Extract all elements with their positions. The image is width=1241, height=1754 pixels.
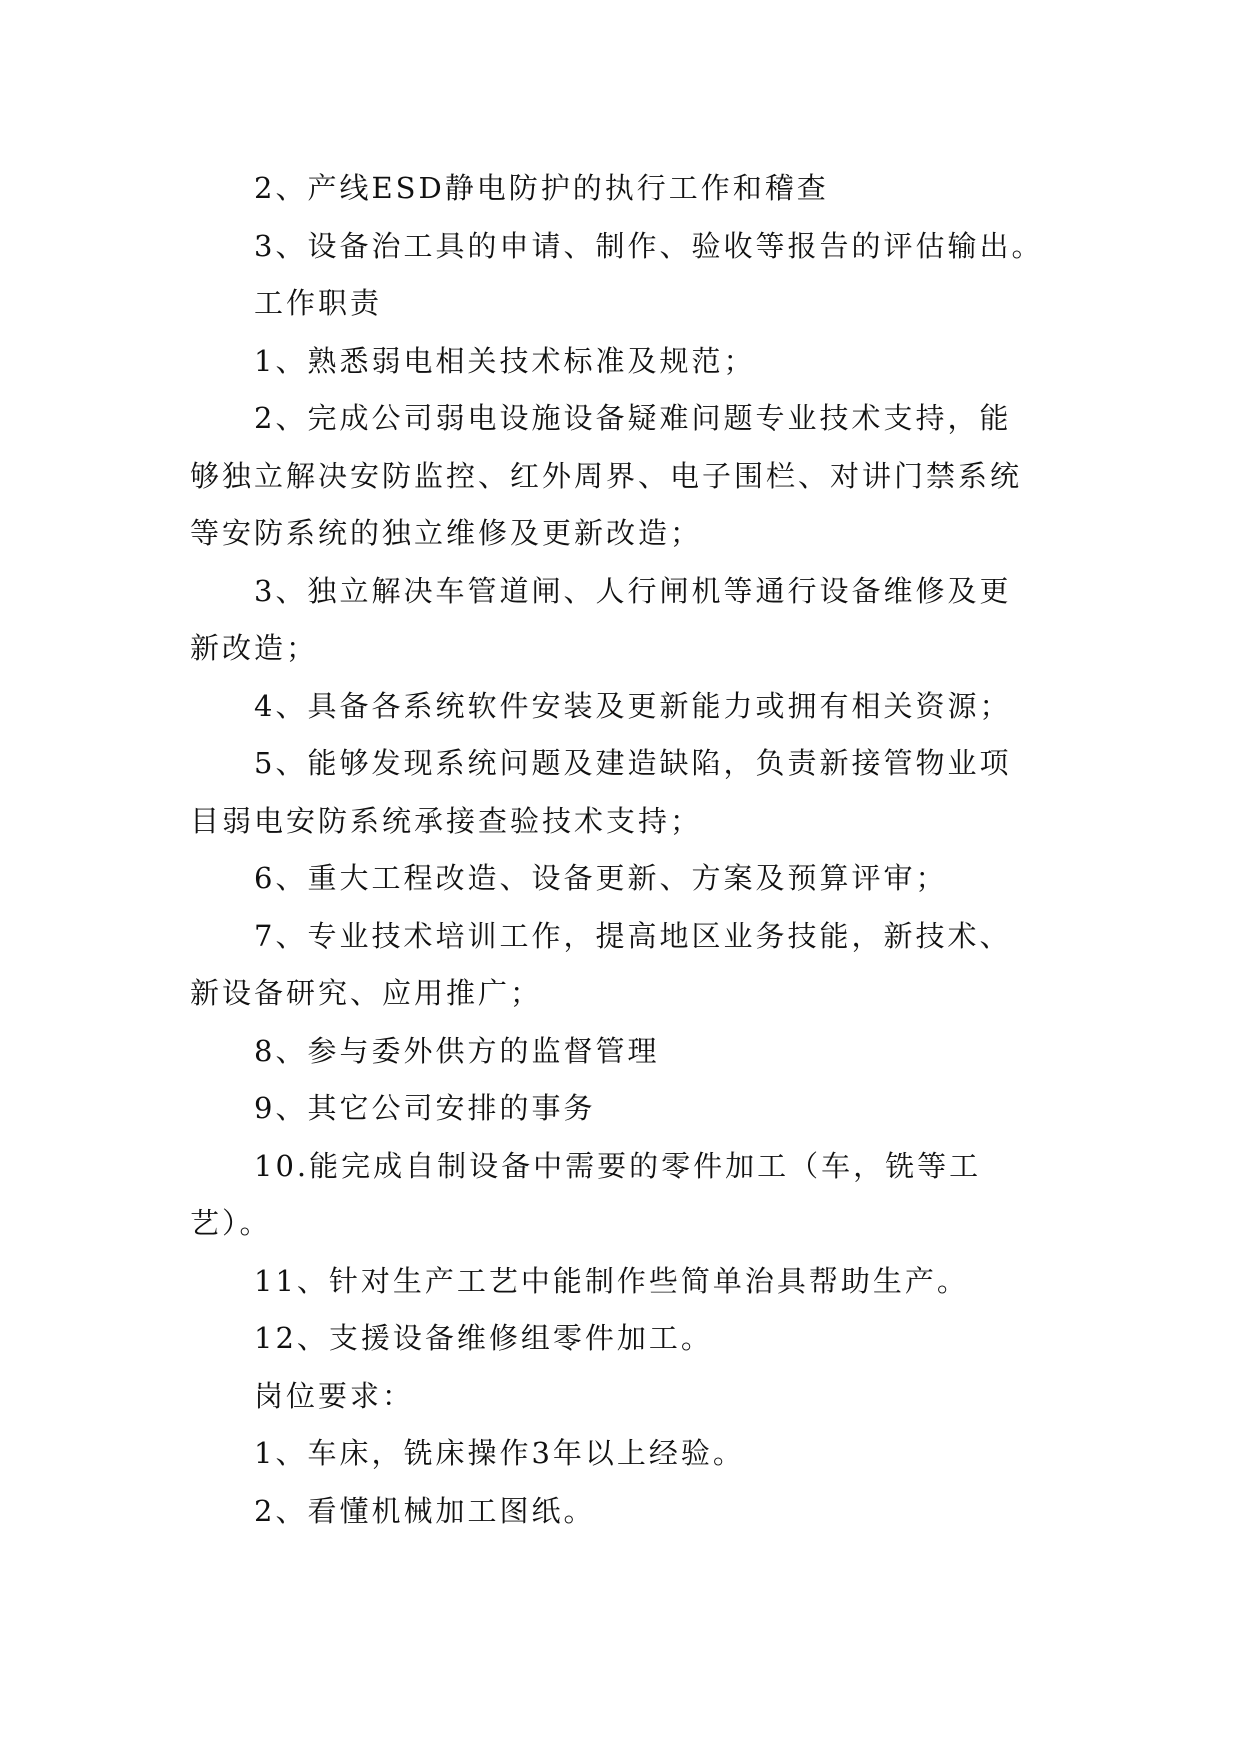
text-line: 12、支援设备维修组零件加工。 xyxy=(254,1321,713,1355)
text-line: 2、看懂机械加工图纸。 xyxy=(254,1493,596,1528)
text-line: 新设备研究、应用推广； xyxy=(190,976,543,1010)
text-line: 7、专业技术培训工作，提高地区业务技能，新技术、 xyxy=(254,918,1012,953)
section-heading: 工作职责 xyxy=(254,286,383,320)
section-heading: 岗位要求： xyxy=(254,1378,415,1413)
text-line: 9、其它公司安排的事务 xyxy=(254,1091,596,1125)
text-line: 10.能完成自制设备中需要的零件加工（车，铣等工 xyxy=(254,1148,982,1183)
text-line: 3、设备治工具的申请、制作、验收等报告的评估输出。 xyxy=(254,228,1044,263)
text-line: 3、独立解决车管道闸、人行闸机等通行设备维修及更 xyxy=(254,573,1012,608)
text-line: 4、具备各系统软件安装及更新能力或拥有相关资源； xyxy=(254,688,1012,723)
text-line: 目弱电安防系统承接查验技术支持； xyxy=(190,803,703,838)
text-line: 11、针对生产工艺中能制作些简单治具帮助生产。 xyxy=(254,1263,969,1298)
text-line: 1、熟悉弱电相关技术标准及规范； xyxy=(254,343,756,378)
text-line: 够独立解决安防监控、红外周界、电子围栏、对讲门禁系统 xyxy=(190,458,1023,493)
text-line: 8、参与委外供方的监督管理 xyxy=(254,1033,660,1068)
text-line: 等安防系统的独立维修及更新改造； xyxy=(190,516,703,550)
document-body xyxy=(190,160,1050,1540)
text-line: 2、产线ESD静电防护的执行工作和稽查 xyxy=(254,171,829,205)
text-line: 5、能够发现系统问题及建造缺陷，负责新接管物业项 xyxy=(254,746,1012,780)
text-line: 6、重大工程改造、设备更新、方案及预算评审； xyxy=(254,861,948,895)
text-line: 1、车床，铣床操作3年以上经验。 xyxy=(254,1436,745,1470)
text-line: 2、完成公司弱电设施设备疑难问题专业技术支持，能 xyxy=(254,401,1012,435)
text-line: 新改造； xyxy=(190,631,319,665)
text-line: 艺）。 xyxy=(190,1206,272,1240)
